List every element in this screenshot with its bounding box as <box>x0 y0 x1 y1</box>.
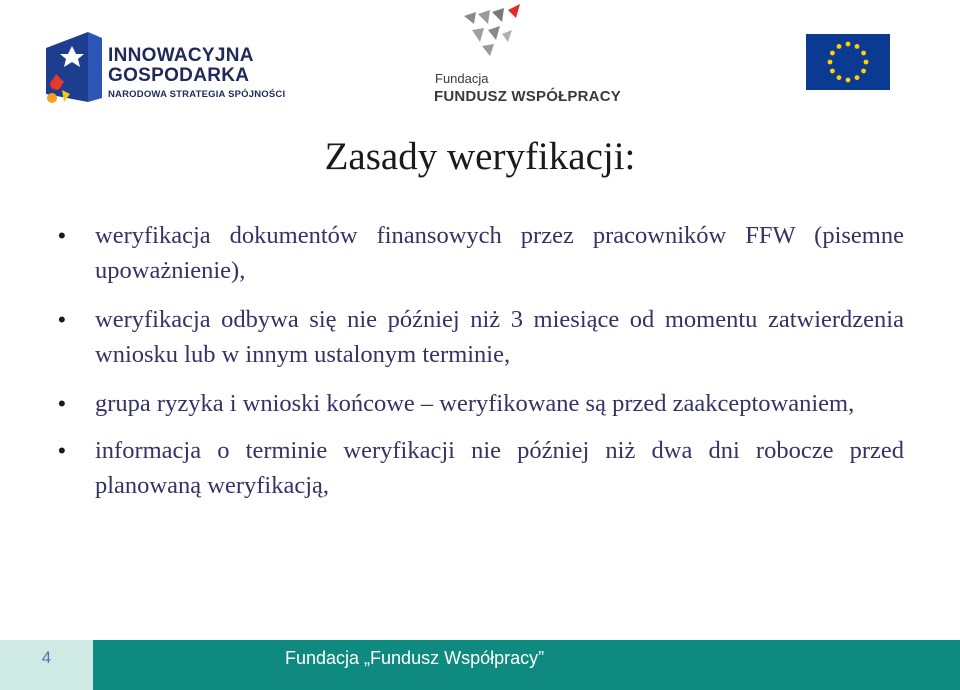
slide-title-text: Zasady weryfikacji: <box>324 135 636 178</box>
fundusz-wspolpracy-logo <box>432 4 621 110</box>
bullet-list <box>0 214 960 503</box>
logo-ig-line2: GOSPODARKA <box>108 65 250 86</box>
eu-flag-logo <box>806 34 890 90</box>
bullet-item-3: • grupa ryzyka i wnioski końcowe – weryfikowane są przed zaakceptowaniem, <box>95 386 904 421</box>
footer-band <box>93 640 960 690</box>
innowacyjna-gospodarka-logo-mark <box>42 28 104 106</box>
logo-ffw-small-text: Fundacja <box>435 71 489 86</box>
logo-ffw-big-text: FUNDUSZ WSPÓŁPRACY <box>434 88 621 105</box>
bullet-item-1: • weryfikacja dokumentów finansowych przez pracowników FFW (pisemne upoważnienie), <box>95 218 904 288</box>
bullet-item-4: • informacja o terminie weryfikacji nie później niż dwa dni robocze przed planowaną weryfikacją, <box>95 433 904 503</box>
page-number: 4 <box>41 648 52 667</box>
footer-page-box <box>0 640 93 690</box>
innowacyjna-gospodarka-wordmark <box>108 46 285 102</box>
innowacyjna-gospodarka-logo <box>42 28 292 108</box>
logo-ig-line3: NARODOWA STRATEGIA SPÓJNOŚCI <box>108 89 286 100</box>
slide-title <box>0 134 960 179</box>
fundusz-wspolpracy-logo-mark <box>462 4 524 60</box>
footer-organization-text: Fundacja „Fundusz Współpracy” <box>285 648 545 668</box>
logo-ig-line1: INNOWACYJNA <box>108 45 254 66</box>
bullet-item-2: • weryfikacja odbywa się nie później niż 3 miesiące od momentu zatwierdzenia wniosku lub w innym ustalonym terminie, <box>95 302 904 372</box>
slide-footer <box>0 640 960 690</box>
